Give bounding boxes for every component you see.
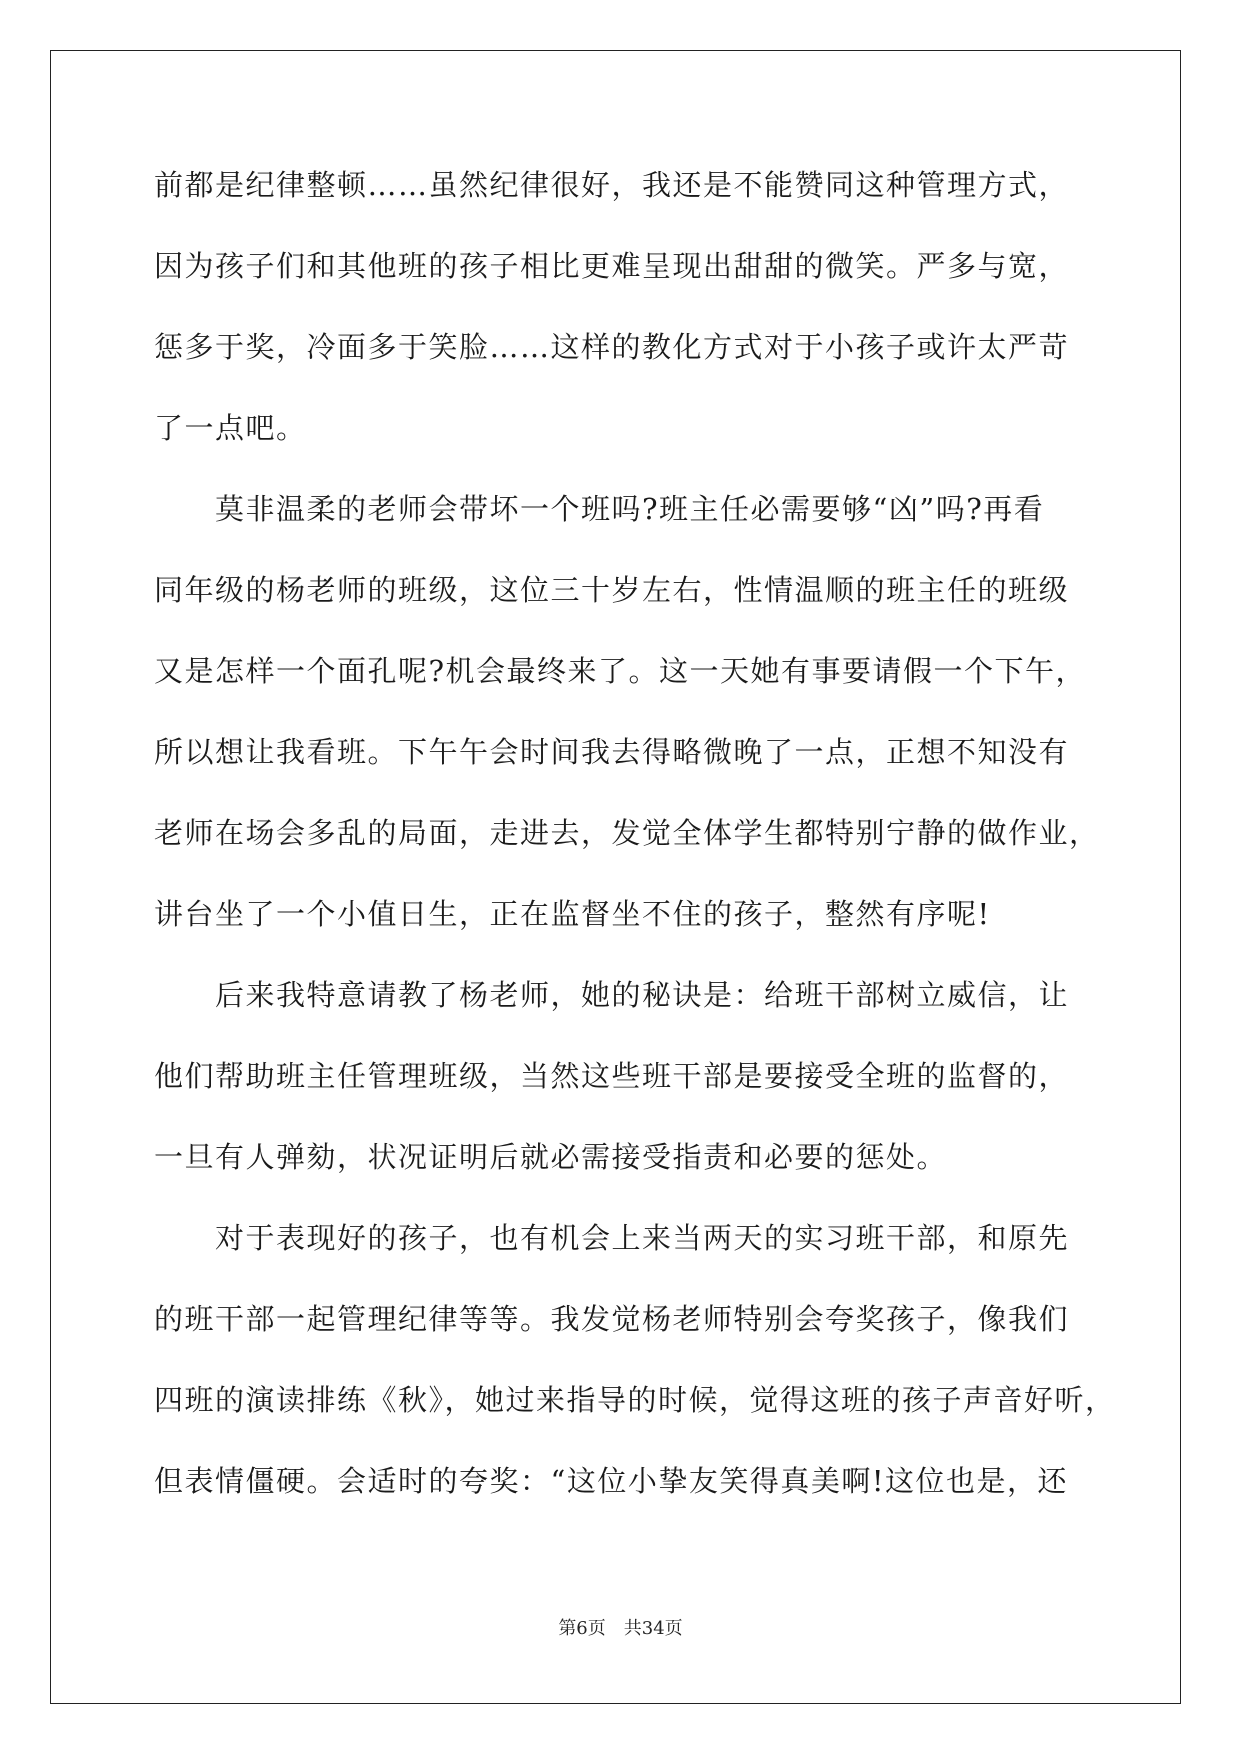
document-body [154, 165, 1116, 1542]
text-line: 惩多于奖，冷面多于笑脸……这样的教化方式对于小孩子或许太严苛 [154, 330, 1070, 364]
text-line: 因为孩子们和其他班的孩子相比更难呈现出甜甜的微笑。严多与宽， [154, 249, 1070, 283]
text-line: 一旦有人弹劾，状况证明后就必需接受指责和必要的惩处。 [154, 1140, 948, 1174]
text-line: 莫非温柔的老师会带坏一个班吗?班主任必需要够“凶”吗?再看 [154, 492, 1045, 526]
text-line: 后来我特意请教了杨老师，她的秘诀是：给班干部树立威信，让 [154, 978, 1070, 1012]
text-line: 讲台坐了一个小值日生，正在监督坐不住的孩子，整然有序呢! [154, 897, 991, 931]
text-line: 他们帮助班主任管理班级，当然这些班干部是要接受全班的监督的， [154, 1059, 1070, 1093]
text-line: 了一点吧。 [154, 411, 307, 445]
text-line: 又是怎样一个面孔呢?机会最终来了。这一天她有事要请假一个下午， [154, 654, 1087, 688]
page-total: 共34页 [623, 1618, 683, 1639]
text-line: 四班的演读排练《秋》，她过来指导的时候，觉得这班的孩子声音好听， [154, 1383, 1116, 1417]
text-line: 对于表现好的孩子，也有机会上来当两天的实习班干部，和原先 [154, 1221, 1070, 1255]
text-line: 所以想让我看班。下午午会时间我去得略微晚了一点，正想不知没有 [154, 735, 1070, 769]
page-number: 第6页 [558, 1618, 606, 1639]
text-line: 的班干部一起管理纪律等等。我发觉杨老师特别会夸奖孩子，像我们 [154, 1302, 1070, 1336]
text-line: 但表情僵硬。会适时的夸奖：“这位小挚友笑得真美啊!这位也是，还 [154, 1464, 1068, 1498]
text-line: 前都是纪律整顿……虽然纪律很好，我还是不能赞同这种管理方式， [154, 168, 1070, 202]
page-footer [0, 1617, 1241, 1641]
text-line: 老师在场会多乱的局面，走进去，发觉全体学生都特别宁静的做作业， [154, 816, 1100, 850]
text-line: 同年级的杨老师的班级，这位三十岁左右，性情温顺的班主任的班级 [154, 573, 1070, 607]
